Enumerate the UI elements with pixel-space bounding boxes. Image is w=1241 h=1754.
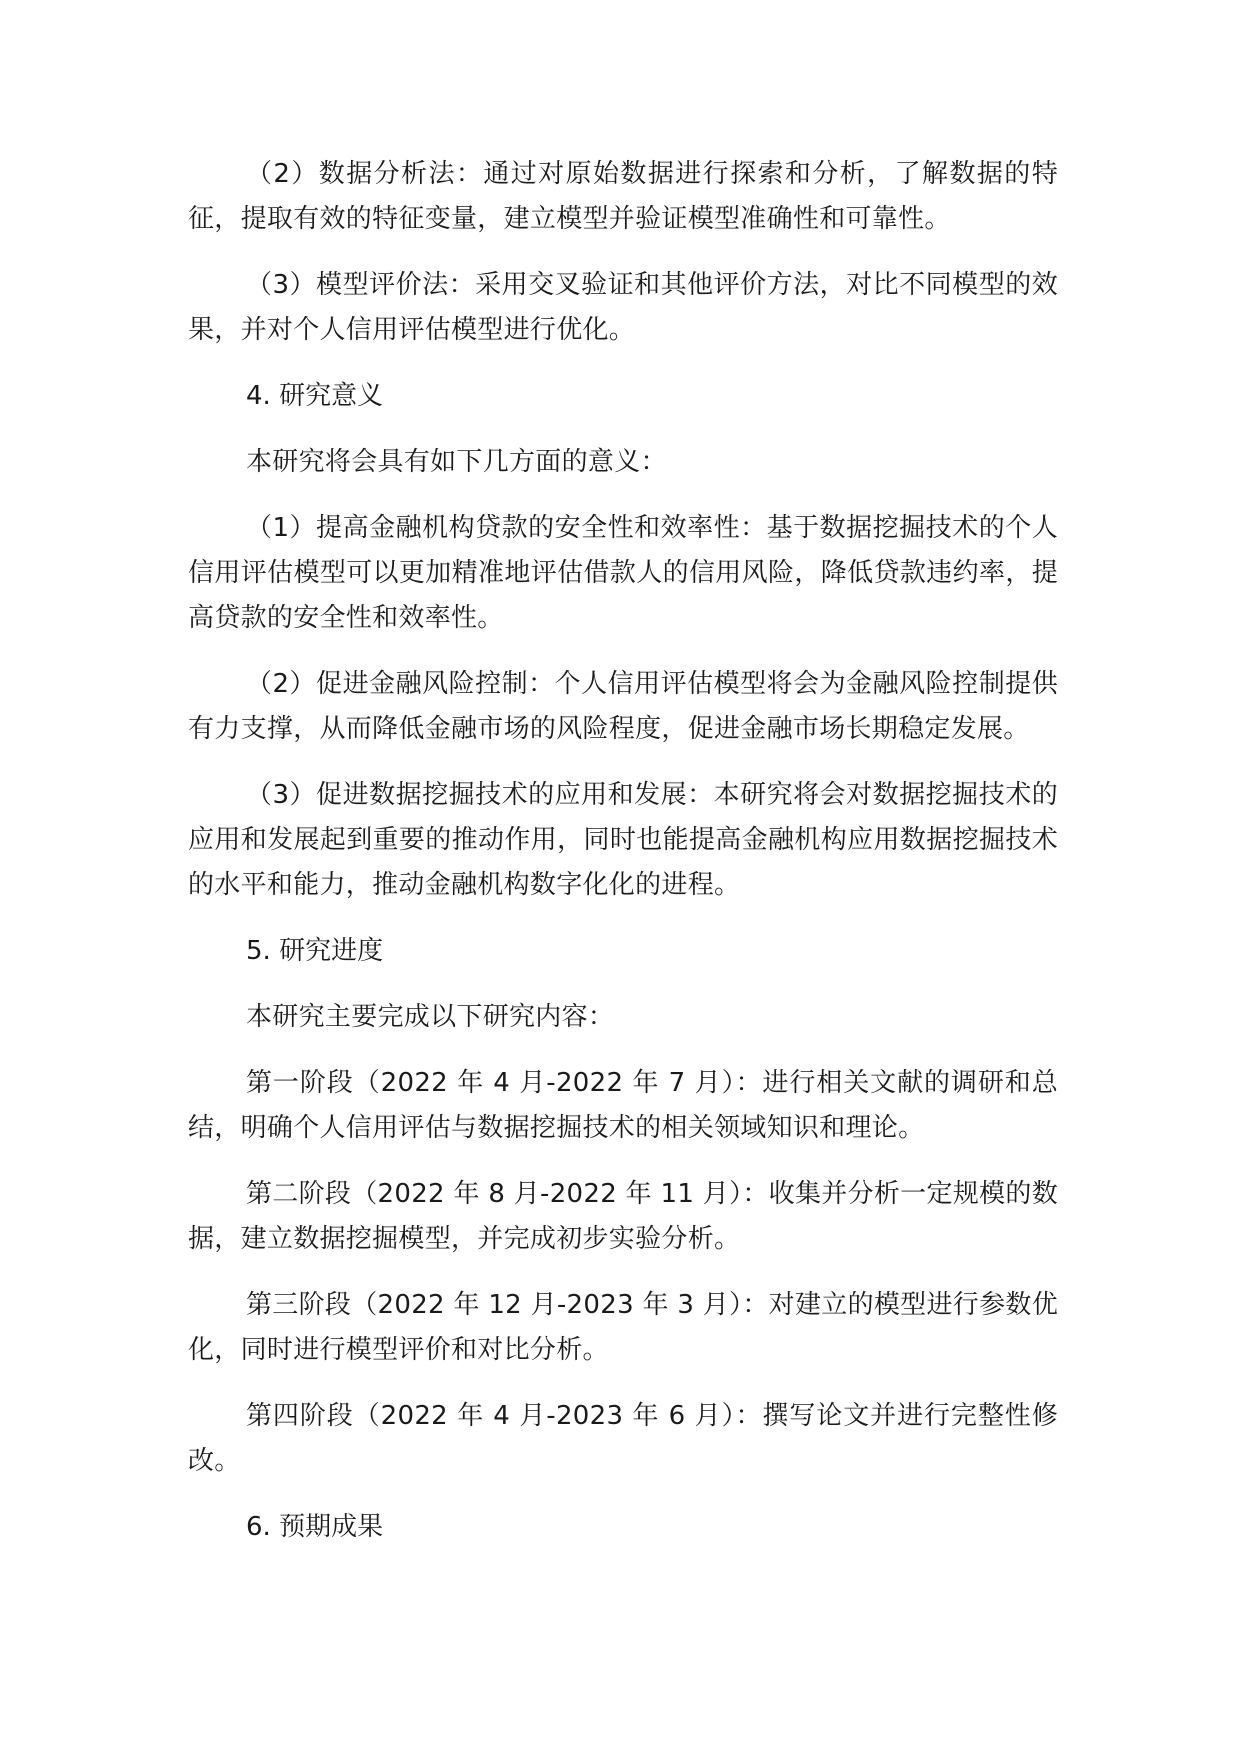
paragraph-schedule-intro: 本研究主要完成以下研究内容： xyxy=(246,1002,615,1032)
paragraph-stage-2: 第二阶段（2022 年 8 月-2022 年 11 月）：收集并分析一定规模的数据，建立数据挖掘模型，并完成初步实验分析。 xyxy=(188,1179,1058,1254)
section-heading-research-schedule: 5. 研究进度 xyxy=(246,936,384,966)
paragraph-model-evaluation-method: （3）模型评价法：采用交叉验证和其他评价方法，对比不同模型的效果，并对个人信用评估模型进行优化。 xyxy=(188,270,1058,345)
document-body xyxy=(188,152,1058,1571)
paragraph-significance-intro: 本研究将会具有如下几方面的意义： xyxy=(246,447,667,477)
paragraph-stage-3: 第三阶段（2022 年 12 月-2023 年 3 月）：对建立的模型进行参数优化，同时进行模型评价和对比分析。 xyxy=(188,1290,1058,1365)
section-heading-research-significance: 4. 研究意义 xyxy=(246,381,384,411)
paragraph-stage-4: 第四阶段（2022 年 4 月-2023 年 6 月）：撰写论文并进行完整性修改。 xyxy=(188,1401,1058,1476)
paragraph-stage-1: 第一阶段（2022 年 4 月-2022 年 7 月）：进行相关文献的调研和总结，明确个人信用评估与数据挖掘技术的相关领域知识和理论。 xyxy=(188,1068,1058,1143)
paragraph-data-analysis-method: （2）数据分析法：通过对原始数据进行探索和分析，了解数据的特征，提取有效的特征变量，建立模型并验证模型准确性和可靠性。 xyxy=(188,159,1058,234)
paragraph-significance-1: （1）提高金融机构贷款的安全性和效率性：基于数据挖掘技术的个人信用评估模型可以更加精准地评估借款人的信用风险，降低贷款违约率，提高贷款的安全性和效率性。 xyxy=(188,513,1058,633)
paragraph-significance-3: （3）促进数据挖掘技术的应用和发展：本研究将会对数据挖掘技术的应用和发展起到重要的推动作用，同时也能提高金融机构应用数据挖掘技术的水平和能力，推动金融机构数字化化的进程。 xyxy=(188,780,1058,900)
section-heading-expected-results: 6. 预期成果 xyxy=(246,1512,384,1542)
paragraph-significance-2: （2）促进金融风险控制：个人信用评估模型将会为金融风险控制提供有力支撑，从而降低金融市场的风险程度，促进金融市场长期稳定发展。 xyxy=(188,669,1058,744)
